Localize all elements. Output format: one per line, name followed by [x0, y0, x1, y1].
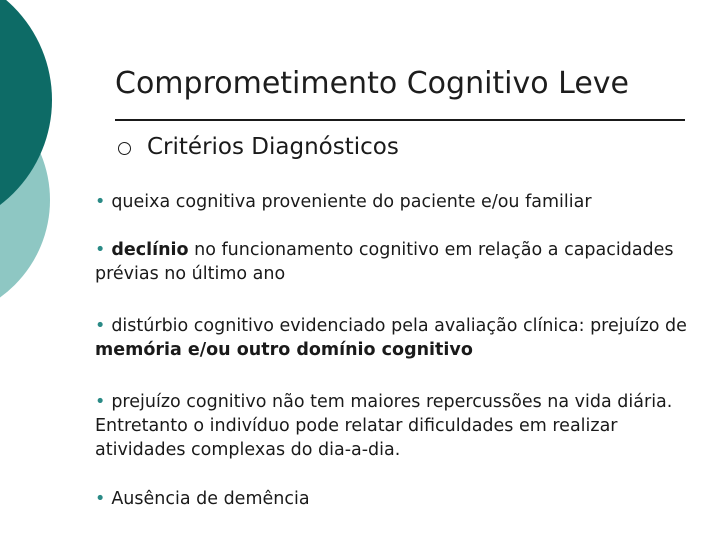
criteria-item-4: [95, 390, 695, 462]
criteria-text: Ausência de demência: [111, 489, 310, 509]
subtitle-row: [118, 134, 399, 160]
decorative-circles: [0, 0, 100, 320]
criteria-item-3: [95, 314, 695, 362]
criteria-text: prejuízo cognitivo não tem maiores repercussões na vida diária. Entretanto o indivíduo pode relatar dificuldades em realizar atividades complexas do dia-a-dia.: [95, 392, 673, 460]
criteria-text: no funcionamento cognitivo em relação a capacidades prévias no último ano: [95, 240, 674, 284]
criteria-item-1: [95, 190, 695, 214]
subtitle-label: Critérios Diagnósticos: [147, 134, 399, 160]
criteria-bold-text: declínio: [111, 240, 189, 260]
bullet-dot-icon: •: [95, 392, 106, 412]
bullet-dot-icon: •: [95, 192, 106, 212]
criteria-item-5: [95, 487, 695, 511]
bullet-dot-icon: •: [95, 489, 106, 509]
bullet-dot-icon: •: [95, 316, 106, 336]
bullet-dot-icon: •: [95, 240, 106, 260]
criteria-text: queixa cognitiva proveniente do paciente e/ou familiar: [111, 192, 592, 212]
criteria-list: [95, 190, 695, 539]
criteria-bold-text: memória e/ou outro domínio cognitivo: [95, 340, 473, 360]
ring-bullet-icon: [118, 142, 131, 155]
criteria-item-2: [95, 238, 695, 286]
title-underline: [115, 119, 685, 121]
criteria-text: distúrbio cognitivo evidenciado pela avaliação clínica: prejuízo de: [111, 316, 687, 336]
slide-title: Comprometimento Cognitivo Leve: [115, 66, 630, 101]
